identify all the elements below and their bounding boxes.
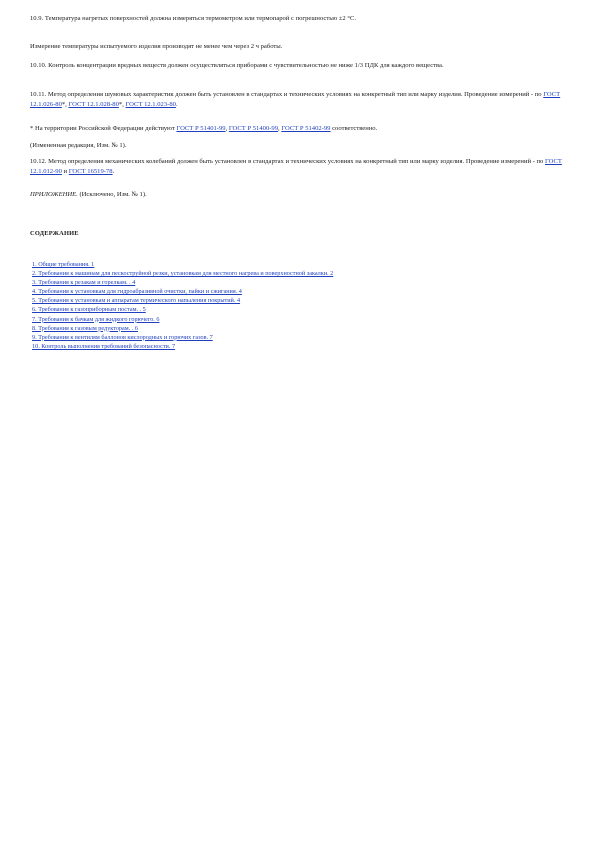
footnote-end: соответственно. <box>330 125 378 132</box>
toc-item[interactable]: 4. Требования к установкам для гидроабразивной очистки, пайки и сжигания. 4 <box>32 288 242 296</box>
toc-item[interactable]: 9. Требования к вентилям баллонов кислородных и горючих газов. 7 <box>32 333 213 341</box>
footnote-text: * На территории Российской Федерации действуют <box>30 125 177 132</box>
amendment-note <box>30 141 127 151</box>
paragraph-10-9-text: 10.9. Температура нагретых поверхностей должна измеряться термометром или термопарой с погрешностью ±2 °С. <box>30 15 357 22</box>
link-gost-12-1-028[interactable]: ГОСТ 12.1.028-80 <box>68 101 119 108</box>
toc-item[interactable]: 5. Требования к установкам и аппаратам термического напыления покрытий. 4 <box>32 297 241 305</box>
paragraph-10-11 <box>30 90 570 110</box>
toc-item[interactable]: 10. Контроль выполнения требований безопасности. 7 <box>32 342 176 350</box>
link-gost-r-51402[interactable]: ГОСТ Р 51402-99 <box>281 125 331 132</box>
toc-item[interactable]: 7. Требования к бачкам для жидкого горючего. 6 <box>32 315 160 323</box>
separator: , <box>225 125 229 132</box>
link-gost-16519[interactable]: ГОСТ 16519-78 <box>68 168 113 175</box>
footnote <box>30 124 377 134</box>
link-gost-12-1-023[interactable]: ГОСТ 12.1.023-80 <box>125 101 176 108</box>
toc-item[interactable]: 3. Требования к резакам и горелкам. . 4 <box>32 279 136 287</box>
paragraph-10-10 <box>30 61 444 71</box>
separator: *, <box>118 101 126 108</box>
paragraph-10-10-text: 10.10. Контроль концентрации вредных веществ должен осуществляться приборами с чувствительностью не ниже 1/3 ПДК для каждого вещества. <box>30 62 444 69</box>
link-gost-r-51401[interactable]: ГОСТ Р 51401-99 <box>176 125 226 132</box>
appendix-note-text: (Исключено, Изм. № 1). <box>77 191 147 198</box>
paragraph-temp-interval <box>30 42 282 52</box>
toc-item[interactable]: 6. Требования к газоприборным постам. . 5 <box>32 306 146 314</box>
toc-item[interactable]: 1. Общие требования. 1 <box>32 261 95 268</box>
appendix-label: ПРИЛОЖЕНИЕ. <box>30 191 78 198</box>
appendix-note <box>30 190 147 200</box>
period: . <box>112 168 115 175</box>
toc-item[interactable]: 8. Требования к газовым редукторам. . 6 <box>32 324 138 332</box>
separator: , <box>278 125 282 132</box>
separator: *, <box>61 101 69 108</box>
conjunction: и <box>61 168 69 175</box>
paragraph-10-9 <box>30 14 356 24</box>
period: . <box>175 101 178 108</box>
link-gost-12-1-026[interactable]: ГОСТ 12.1.026-80 <box>30 91 561 108</box>
paragraph-10-12 <box>30 157 570 177</box>
toc-title: СОДЕРЖАНИЕ <box>30 230 79 237</box>
link-gost-12-1-012[interactable]: ГОСТ 12.1.012-90 <box>30 158 562 175</box>
paragraph-10-12-text: 10.12. Метод определения механических колебаний должен быть установлен в стандартах и технических условиях на конкретный тип или марку изделия. Проведение измерений - по <box>30 158 545 165</box>
toc-item[interactable]: 2. Требования к машинам для пескоструйной резки, установкам для местного нагрева и поверхностной закалки. 2 <box>32 270 334 278</box>
amendment-note-text: (Измененная редакция, Изм. № 1). <box>30 142 127 149</box>
paragraph-10-11-text: 10.11. Метод определения шумовых характеристик должен быть установлен в стандартах и технических условиях на конкретный тип или марку изделия. Проведение измерений - по <box>30 91 544 98</box>
paragraph-temp-interval-text: Измерение температуры испытуемого изделия производят не менее чем через 2 ч работы. <box>30 43 283 50</box>
table-of-contents <box>32 260 333 351</box>
link-gost-r-51400[interactable]: ГОСТ Р 51400-99 <box>228 125 279 132</box>
